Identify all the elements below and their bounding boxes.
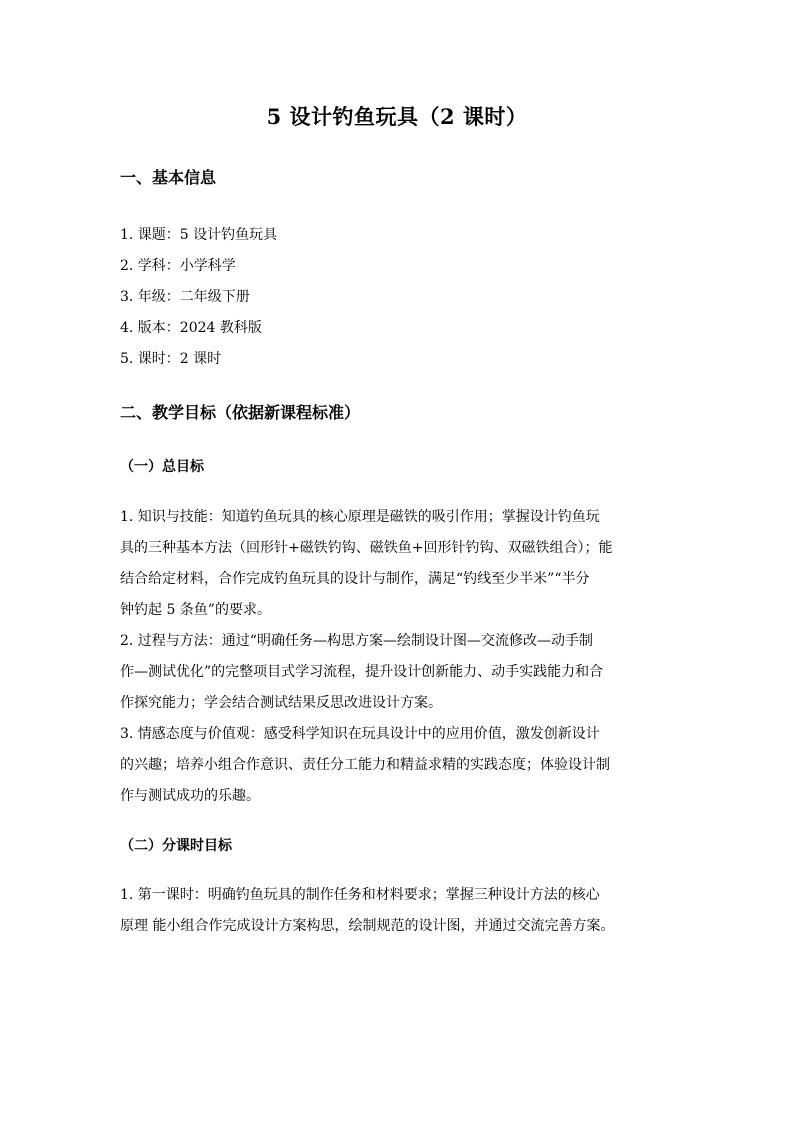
paragraph-line: 原理 能小组合作完成设计方案构思，绘制规范的设计图，并通过交流完善方案。 xyxy=(120,918,615,934)
goal-process-method xyxy=(120,626,676,719)
paragraph-line: 1. 知识与技能：知道钓鱼玩具的核心原理是磁铁的吸引作用；掌握设计钓鱼玩 xyxy=(120,509,600,525)
paragraph-line: 钟钓起 5 条鱼”的要求。 xyxy=(120,602,271,618)
section-heading-teaching-goals: 二、教学目标（依据新课程标准） xyxy=(120,403,361,422)
list-item: 3. 年级：二年级下册 xyxy=(120,289,250,305)
subsection-heading-lesson-goals: （二）分课时目标 xyxy=(120,838,232,854)
subsection-heading-overall-goals: （一）总目标 xyxy=(120,459,204,475)
goal-knowledge-skills xyxy=(120,502,676,626)
paragraph-line: 结合给定材料，合作完成钓鱼玩具的设计与制作，满足“钓线至少半米”“半分 xyxy=(120,571,590,587)
paragraph-line: 作—测试优化”的完整项目式学习流程，提升设计创新能力、动手实践能力和合 xyxy=(120,664,604,680)
paragraph-line: 具的三种基本方法（回形针+磁铁钓钩、磁铁鱼+回形针钓钩、双磁铁组合）；能 xyxy=(120,540,613,556)
paragraph-line: 2. 过程与方法：通过“明确任务—构思方案—绘制设计图—交流修改—动手制 xyxy=(120,633,593,649)
paragraph-line: 作与测试成功的乐趣。 xyxy=(120,788,260,804)
basic-info-list xyxy=(120,220,277,375)
paragraph-line: 作探究能力；学会结合测试结果反思改进设计方案。 xyxy=(120,695,442,711)
goal-emotion-values xyxy=(120,719,676,812)
goal-first-lesson xyxy=(120,880,676,942)
paragraph-line: 3. 情感态度与价值观：感受科学知识在玩具设计中的应用价值，激发创新设计 xyxy=(120,726,600,742)
list-item: 4. 版本：2024 教科版 xyxy=(120,320,262,336)
document-title: 5 设计钓鱼玩具（2 课时） xyxy=(266,104,528,129)
section-heading-basic-info: 一、基本信息 xyxy=(120,168,217,187)
paragraph-line: 的兴趣；培养小组合作意识、责任分工能力和精益求精的实践态度；体验设计制 xyxy=(120,757,610,773)
list-item: 5. 课时：2 课时 xyxy=(120,351,222,367)
list-item: 2. 学科：小学科学 xyxy=(120,258,236,274)
paragraph-line: 1. 第一课时：明确钓鱼玩具的制作任务和材料要求；掌握三种设计方法的核心 xyxy=(120,887,600,903)
list-item: 1. 课题：5 设计钓鱼玩具 xyxy=(120,227,278,243)
